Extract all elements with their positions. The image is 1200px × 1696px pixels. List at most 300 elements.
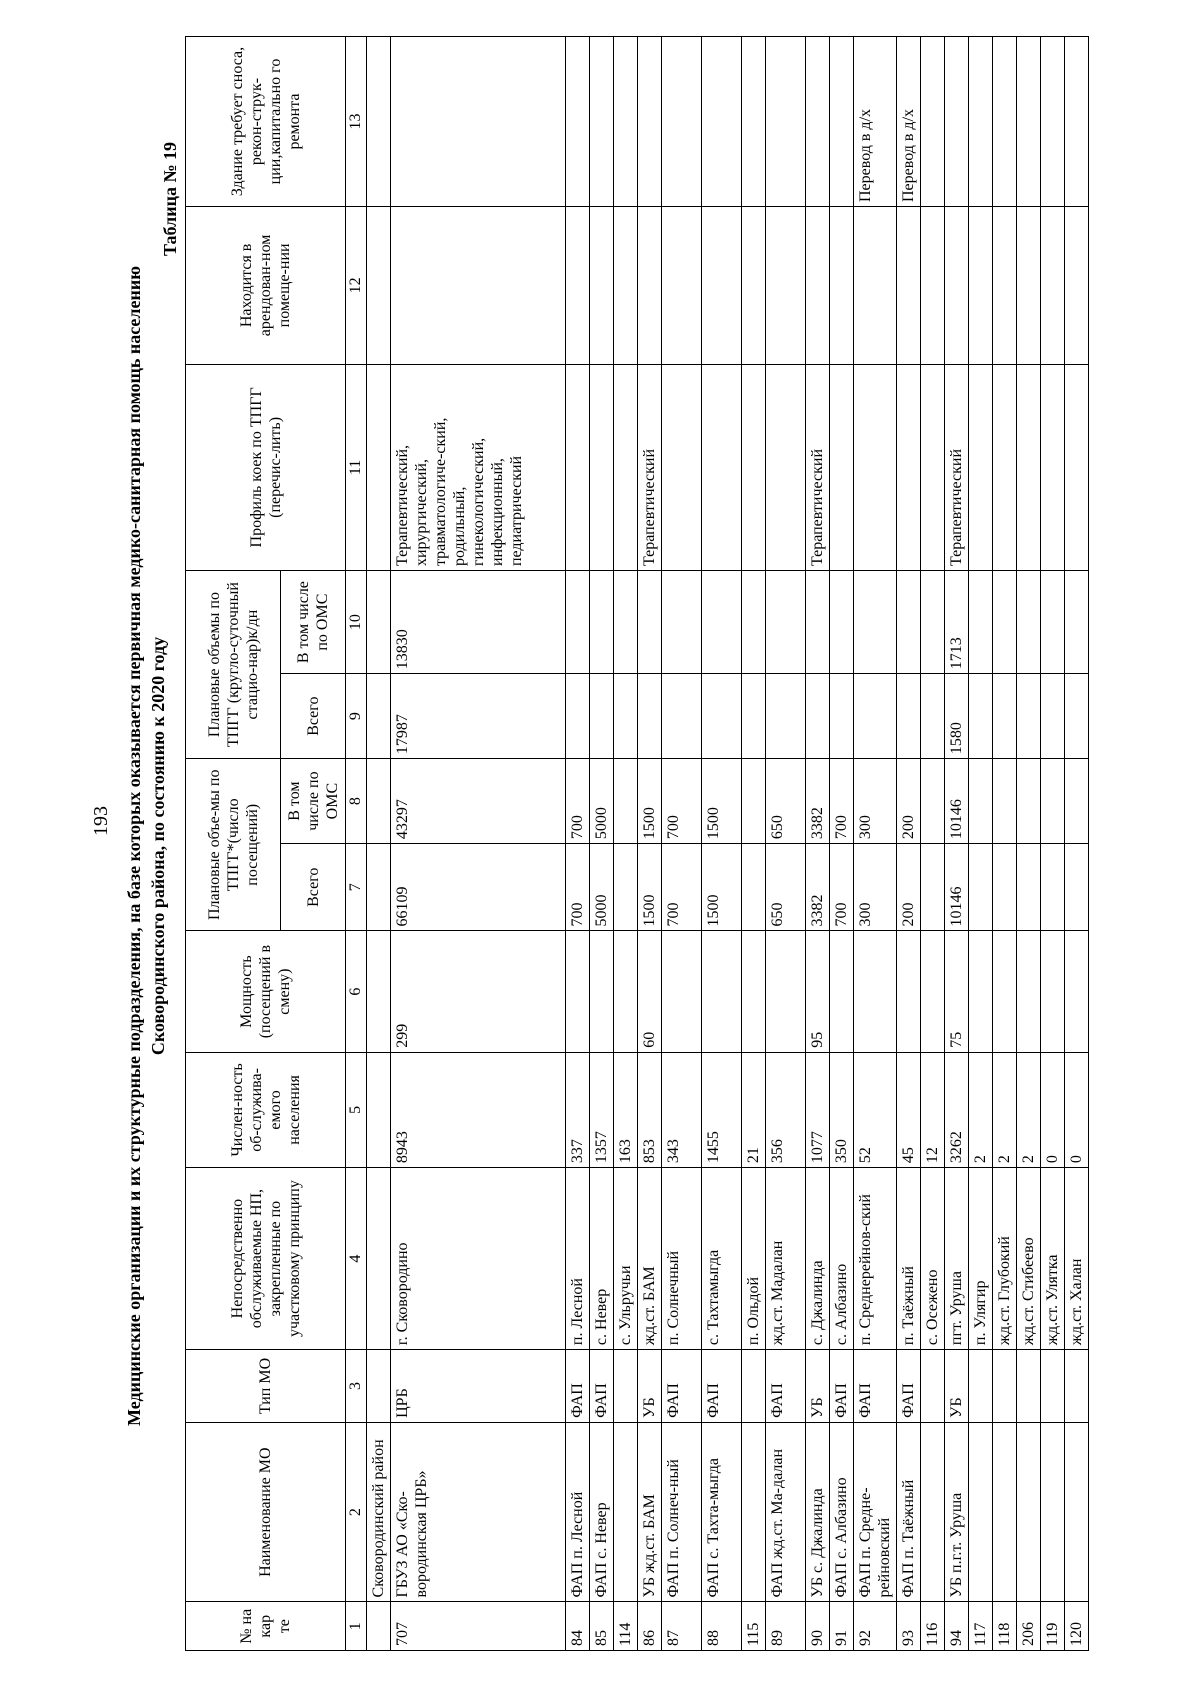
cell-visits-oms (1065, 759, 1089, 844)
cell-beds-total (897, 674, 921, 759)
cell-capacity (367, 931, 391, 1052)
cell-rented (806, 207, 830, 365)
cell-capacity (921, 931, 945, 1052)
cell-settlement: п. Солнечный (662, 1168, 702, 1350)
cell-population: 1357 (590, 1052, 614, 1167)
table-row (742, 37, 766, 1651)
cell-visits-total: 700 (566, 844, 590, 931)
header-capacity: Мощность (посещений в смену) (186, 931, 346, 1052)
header-repair: Здание требует сноса, рекон-струк-ции,капитально го ремонта (186, 37, 346, 207)
cell-bed-profile (614, 364, 638, 570)
cell-visits-total: 650 (766, 844, 806, 931)
cell-beds-oms (702, 571, 742, 674)
cell-settlement: жд.ст. Халан (1065, 1168, 1089, 1350)
cell-capacity (766, 931, 806, 1052)
cell-beds-oms (897, 571, 921, 674)
cell-visits-oms (969, 759, 993, 844)
cell-population: 2 (993, 1052, 1017, 1167)
cell-repair (1065, 37, 1089, 207)
cell-no: 90 (806, 1602, 830, 1651)
cell-beds-total (590, 674, 614, 759)
cell-no (367, 1602, 391, 1651)
cell-bed-profile (1017, 364, 1041, 570)
cell-no: 120 (1065, 1602, 1089, 1651)
cell-population: 8943 (391, 1052, 566, 1167)
cell-name: УБ с. Джалинда (806, 1422, 830, 1602)
cell-capacity (662, 931, 702, 1052)
column-number: 12 (346, 207, 367, 365)
cell-beds-oms (590, 571, 614, 674)
cell-beds-oms (854, 571, 897, 674)
column-number-row (346, 37, 367, 1651)
cell-population: 2 (969, 1052, 993, 1167)
cell-rented (830, 207, 854, 365)
table-row (766, 37, 806, 1651)
cell-bed-profile (742, 364, 766, 570)
cell-capacity (969, 931, 993, 1052)
cell-beds-total (854, 674, 897, 759)
cell-no: 206 (1017, 1602, 1041, 1651)
cell-repair (367, 37, 391, 207)
cell-type: ФАП (830, 1350, 854, 1423)
header-beds-total: Всего (281, 674, 346, 759)
cell-beds-total (1065, 674, 1089, 759)
cell-repair (590, 37, 614, 207)
cell-no: 87 (662, 1602, 702, 1651)
cell-repair (702, 37, 742, 207)
cell-bed-profile (367, 364, 391, 570)
cell-visits-oms (1041, 759, 1065, 844)
cell-beds-oms (1065, 571, 1089, 674)
cell-beds-total (969, 674, 993, 759)
header-name: Наименование МО (186, 1422, 346, 1602)
cell-visits-total (367, 844, 391, 931)
cell-capacity (830, 931, 854, 1052)
cell-capacity: 95 (806, 931, 830, 1052)
cell-no: 92 (854, 1602, 897, 1651)
document-title: Медицинские организации и их структурные подразделения, на базе которых оказывается первичная медико-санитарная помощь населению (124, 265, 144, 1427)
cell-settlement: п. Среднерейнов-ский (854, 1168, 897, 1350)
cell-visits-oms: 5000 (590, 759, 614, 844)
cell-capacity (1017, 931, 1041, 1052)
cell-visits-oms: 1500 (638, 759, 662, 844)
header-visits-total: Всего (281, 844, 346, 931)
cell-beds-oms (1017, 571, 1041, 674)
cell-capacity (993, 931, 1017, 1052)
cell-visits-oms (921, 759, 945, 844)
cell-no: 707 (391, 1602, 566, 1651)
cell-visits-oms (614, 759, 638, 844)
cell-rented (993, 207, 1017, 365)
cell-bed-profile (854, 364, 897, 570)
cell-settlement: жд.ст. Мадалан (766, 1168, 806, 1350)
cell-capacity (1041, 931, 1065, 1052)
cell-name: ФАП п. Солнеч-ный (662, 1422, 702, 1602)
cell-bed-profile (590, 364, 614, 570)
cell-rented (969, 207, 993, 365)
cell-repair (638, 37, 662, 207)
cell-no: 86 (638, 1602, 662, 1651)
cell-bed-profile (1041, 364, 1065, 570)
cell-visits-total (993, 844, 1017, 931)
cell-type: ФАП (702, 1350, 742, 1423)
cell-population: 45 (897, 1052, 921, 1167)
cell-no: 119 (1041, 1602, 1065, 1651)
column-number: 7 (346, 844, 367, 931)
cell-beds-total (566, 674, 590, 759)
cell-settlement: жд.ст. БАМ (638, 1168, 662, 1350)
cell-type (993, 1350, 1017, 1423)
cell-bed-profile: Терапевтический (806, 364, 830, 570)
cell-no: 115 (742, 1602, 766, 1651)
column-number: 9 (346, 674, 367, 759)
cell-type (1041, 1350, 1065, 1423)
cell-no: 117 (969, 1602, 993, 1651)
cell-name: ФАП с. Тахта-мыгда (702, 1422, 742, 1602)
cell-visits-total: 700 (830, 844, 854, 931)
table-row (367, 37, 391, 1651)
cell-rented (367, 207, 391, 365)
cell-repair (662, 37, 702, 207)
cell-settlement: п. Улягир (969, 1168, 993, 1350)
cell-visits-oms (993, 759, 1017, 844)
cell-type (1017, 1350, 1041, 1423)
cell-beds-oms (969, 571, 993, 674)
cell-type: УБ (945, 1350, 969, 1423)
cell-beds-oms (566, 571, 590, 674)
cell-name: УБ п.г.т. Уруша (945, 1422, 969, 1602)
cell-population: 52 (854, 1052, 897, 1167)
cell-settlement: с. Ульручьи (614, 1168, 638, 1350)
cell-rented (766, 207, 806, 365)
cell-rented (921, 207, 945, 365)
cell-beds-total (993, 674, 1017, 759)
cell-settlement: жд.ст. Глубокий (993, 1168, 1017, 1350)
cell-beds-oms (742, 571, 766, 674)
cell-repair (766, 37, 806, 207)
cell-name: ФАП жд.ст. Ма-далан (766, 1422, 806, 1602)
header-population: Числен-ность об-служива-емого населения (186, 1052, 346, 1167)
cell-name (614, 1422, 638, 1602)
cell-bed-profile (1065, 364, 1089, 570)
cell-rented (566, 207, 590, 365)
table-row (590, 37, 614, 1651)
cell-population: 12 (921, 1052, 945, 1167)
cell-population (367, 1052, 391, 1167)
cell-visits-oms: 10146 (945, 759, 969, 844)
cell-visits-total: 700 (662, 844, 702, 931)
cell-repair (1041, 37, 1065, 207)
column-number: 6 (346, 931, 367, 1052)
cell-no: 114 (614, 1602, 638, 1651)
cell-type (742, 1350, 766, 1423)
cell-beds-total (662, 674, 702, 759)
table-row (638, 37, 662, 1651)
cell-settlement: с. Джалинда (806, 1168, 830, 1350)
cell-type: ФАП (566, 1350, 590, 1423)
cell-visits-total (614, 844, 638, 931)
cell-visits-oms (1017, 759, 1041, 844)
cell-bed-profile (993, 364, 1017, 570)
cell-rented (1041, 207, 1065, 365)
cell-visits-oms: 650 (766, 759, 806, 844)
cell-type (1065, 1350, 1089, 1423)
document-subtitle: Сковородинского района, по состоянию к 2020 году (148, 636, 168, 1056)
cell-visits-total: 300 (854, 844, 897, 931)
cell-beds-oms: 13830 (391, 571, 566, 674)
cell-beds-oms (662, 571, 702, 674)
cell-name: Сковородинский район (367, 1422, 391, 1602)
cell-beds-oms (921, 571, 945, 674)
header-beds-group: Плановые объемы по ТПГГ (кругло-суточный стацио-нар)к/дн (186, 571, 281, 759)
header-beds-oms: В том числе по ОМС (281, 571, 346, 674)
cell-type: ФАП (766, 1350, 806, 1423)
header-visits-oms: В том числе по ОМС (281, 759, 346, 844)
cell-visits-oms: 700 (830, 759, 854, 844)
table-row (566, 37, 590, 1651)
cell-capacity (897, 931, 921, 1052)
cell-visits-total: 1500 (638, 844, 662, 931)
cell-name: ФАП с. Албазино (830, 1422, 854, 1602)
cell-rented (1017, 207, 1041, 365)
cell-visits-oms: 1500 (702, 759, 742, 844)
cell-no: 84 (566, 1602, 590, 1651)
cell-visits-total (1041, 844, 1065, 931)
cell-beds-oms (638, 571, 662, 674)
cell-visits-total: 5000 (590, 844, 614, 931)
cell-type: УБ (638, 1350, 662, 1423)
cell-repair (1017, 37, 1041, 207)
cell-rented (638, 207, 662, 365)
header-rented: Находится в арендован-ном помеще-нии (186, 207, 346, 365)
column-number: 2 (346, 1422, 367, 1602)
column-number: 8 (346, 759, 367, 844)
cell-name: ФАП с. Невер (590, 1422, 614, 1602)
cell-population: 163 (614, 1052, 638, 1167)
column-number: 10 (346, 571, 367, 674)
cell-visits-oms: 700 (566, 759, 590, 844)
cell-no: 116 (921, 1602, 945, 1651)
cell-visits-oms: 43297 (391, 759, 566, 844)
cell-no: 91 (830, 1602, 854, 1651)
cell-capacity: 75 (945, 931, 969, 1052)
cell-repair (921, 37, 945, 207)
table-row (993, 37, 1017, 1651)
cell-repair: Перевод в д/х (854, 37, 897, 207)
cell-population: 343 (662, 1052, 702, 1167)
cell-capacity (702, 931, 742, 1052)
table-row (897, 37, 921, 1651)
cell-visits-oms (742, 759, 766, 844)
cell-beds-oms (806, 571, 830, 674)
column-number: 13 (346, 37, 367, 207)
cell-beds-total (766, 674, 806, 759)
cell-repair (969, 37, 993, 207)
cell-capacity (614, 931, 638, 1052)
table-row (945, 37, 969, 1651)
cell-visits-total: 1500 (702, 844, 742, 931)
cell-beds-total (367, 674, 391, 759)
table-row (969, 37, 993, 1651)
cell-visits-total (921, 844, 945, 931)
cell-no: 89 (766, 1602, 806, 1651)
cell-type (969, 1350, 993, 1423)
table-row (806, 37, 830, 1651)
cell-repair: Перевод в д/х (897, 37, 921, 207)
cell-visits-oms: 300 (854, 759, 897, 844)
table-row (662, 37, 702, 1651)
cell-repair (830, 37, 854, 207)
cell-population: 337 (566, 1052, 590, 1167)
cell-no: 85 (590, 1602, 614, 1651)
cell-beds-oms (1041, 571, 1065, 674)
table-row (1017, 37, 1041, 1651)
column-number: 11 (346, 364, 367, 570)
cell-settlement: с. Осежено (921, 1168, 945, 1350)
cell-beds-oms (766, 571, 806, 674)
cell-population: 853 (638, 1052, 662, 1167)
cell-name: ГБУЗ АО «Ско-вородинская ЦРБ» (391, 1422, 566, 1602)
cell-no: 88 (702, 1602, 742, 1651)
cell-name (969, 1422, 993, 1602)
cell-beds-total (742, 674, 766, 759)
cell-settlement: с. Невер (590, 1168, 614, 1350)
cell-no: 94 (945, 1602, 969, 1651)
table-label: Таблица № 19 (160, 141, 180, 256)
table-row (614, 37, 638, 1651)
cell-name: ФАП п. Таёжный (897, 1422, 921, 1602)
cell-beds-oms (367, 571, 391, 674)
cell-type (614, 1350, 638, 1423)
header-bed-profile: Профиль коек по ТПГГ (перечис-лить) (186, 364, 346, 570)
cell-no: 93 (897, 1602, 921, 1651)
cell-type: УБ (806, 1350, 830, 1423)
cell-beds-oms (993, 571, 1017, 674)
table-row (854, 37, 897, 1651)
cell-rented (391, 207, 566, 365)
cell-capacity (742, 931, 766, 1052)
cell-population: 0 (1041, 1052, 1065, 1167)
cell-settlement: с. Тахтамыгда (702, 1168, 742, 1350)
cell-type: ФАП (590, 1350, 614, 1423)
cell-no: 118 (993, 1602, 1017, 1651)
cell-visits-total: 66109 (391, 844, 566, 931)
cell-population: 3262 (945, 1052, 969, 1167)
cell-settlement: п. Ольдой (742, 1168, 766, 1350)
cell-visits-total (742, 844, 766, 931)
cell-settlement: г. Сковородино (391, 1168, 566, 1350)
cell-visits-total: 3382 (806, 844, 830, 931)
cell-rented (1065, 207, 1089, 365)
cell-name: ФАП п. Средне-рейновский (854, 1422, 897, 1602)
cell-population: 350 (830, 1052, 854, 1167)
table-row (1041, 37, 1065, 1651)
cell-bed-profile (702, 364, 742, 570)
cell-settlement: п. Таёжный (897, 1168, 921, 1350)
cell-type (921, 1350, 945, 1423)
cell-beds-total (614, 674, 638, 759)
cell-bed-profile (897, 364, 921, 570)
cell-bed-profile (969, 364, 993, 570)
cell-population: 1455 (702, 1052, 742, 1167)
cell-bed-profile (566, 364, 590, 570)
cell-name (993, 1422, 1017, 1602)
cell-rented (897, 207, 921, 365)
cell-repair (391, 37, 566, 207)
table-row (830, 37, 854, 1651)
header-settlements: Непосредственно обслуживаемые НП, закрепленные по участковому принципу (186, 1168, 346, 1350)
cell-beds-oms (614, 571, 638, 674)
cell-capacity: 60 (638, 931, 662, 1052)
cell-settlement: жд.ст. Стибеево (1017, 1168, 1041, 1350)
cell-type: ФАП (854, 1350, 897, 1423)
header-visits-group: Плановые объе-мы по ТПГГ*(число посещений) (186, 759, 281, 931)
cell-capacity (1065, 931, 1089, 1052)
page-number: 193 (90, 806, 112, 836)
cell-beds-oms (830, 571, 854, 674)
cell-capacity (566, 931, 590, 1052)
table-row (921, 37, 945, 1651)
cell-beds-oms: 1713 (945, 571, 969, 674)
cell-settlement: п. Лесной (566, 1168, 590, 1350)
cell-population: 356 (766, 1052, 806, 1167)
cell-beds-total (1041, 674, 1065, 759)
cell-population: 1077 (806, 1052, 830, 1167)
table-row (391, 37, 566, 1651)
cell-settlement: с. Албазино (830, 1168, 854, 1350)
cell-bed-profile (662, 364, 702, 570)
cell-type (367, 1350, 391, 1423)
cell-repair (566, 37, 590, 207)
cell-rented (590, 207, 614, 365)
cell-visits-total: 10146 (945, 844, 969, 931)
cell-bed-profile (830, 364, 854, 570)
cell-bed-profile: Терапевтический (945, 364, 969, 570)
cell-beds-total (806, 674, 830, 759)
cell-visits-total (969, 844, 993, 931)
cell-name (1017, 1422, 1041, 1602)
cell-beds-total (921, 674, 945, 759)
column-number: 4 (346, 1168, 367, 1350)
cell-beds-total (638, 674, 662, 759)
cell-repair (993, 37, 1017, 207)
cell-capacity (590, 931, 614, 1052)
cell-visits-total (1017, 844, 1041, 931)
cell-rented (662, 207, 702, 365)
cell-visits-total (1065, 844, 1089, 931)
cell-rented (614, 207, 638, 365)
column-number: 3 (346, 1350, 367, 1423)
cell-beds-total (830, 674, 854, 759)
cell-repair (742, 37, 766, 207)
cell-beds-total (702, 674, 742, 759)
cell-visits-oms: 700 (662, 759, 702, 844)
cell-type: ЦРБ (391, 1350, 566, 1423)
table-row (1065, 37, 1089, 1651)
column-number: 1 (346, 1602, 367, 1651)
cell-visits-oms (367, 759, 391, 844)
cell-repair (945, 37, 969, 207)
facilities-table (185, 36, 1089, 1651)
cell-bed-profile: Терапевтический (638, 364, 662, 570)
cell-bed-profile (921, 364, 945, 570)
cell-visits-oms: 200 (897, 759, 921, 844)
cell-name (742, 1422, 766, 1602)
cell-settlement: пгт. Уруша (945, 1168, 969, 1350)
cell-rented (945, 207, 969, 365)
cell-type: ФАП (662, 1350, 702, 1423)
header-type: Тип МО (186, 1350, 346, 1423)
